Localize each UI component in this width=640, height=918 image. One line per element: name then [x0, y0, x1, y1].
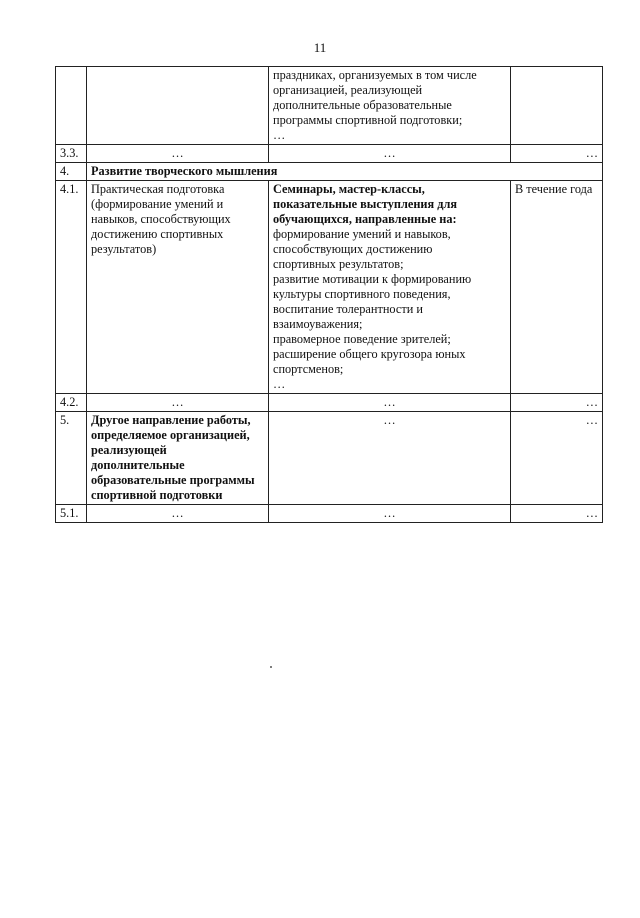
- cell-num: 4.1.: [56, 181, 87, 394]
- text-line: способствующих достижению: [273, 242, 433, 256]
- cell-activity: [269, 181, 511, 394]
- cell-num: 5.1.: [56, 505, 87, 523]
- text-line: результатов): [91, 242, 157, 256]
- table-row: [56, 163, 603, 181]
- cell-num: 3.3.: [56, 145, 87, 163]
- text-line: определяемое организацией,: [91, 428, 250, 442]
- text-line: …: [273, 377, 286, 391]
- cell-content: …: [87, 505, 269, 523]
- cell-content: [87, 412, 269, 505]
- cell-timing: …: [511, 145, 603, 163]
- table-row: [56, 505, 603, 523]
- text-line: образовательные программы: [91, 473, 255, 487]
- cell-activity: …: [269, 412, 511, 505]
- text-line: показательные выступления для: [273, 197, 458, 211]
- page-number: 11: [313, 40, 327, 55]
- text-line: формирование умений и навыков,: [273, 227, 451, 241]
- table-row: [56, 145, 603, 163]
- text-line: Другое направление работы,: [91, 413, 251, 427]
- text-line: (формирование умений и: [91, 197, 224, 211]
- text-line: праздниках, организуемых в том числе: [273, 68, 477, 82]
- table-row: [56, 394, 603, 412]
- text-line: обучающихся, направленные на:: [273, 212, 457, 226]
- cell-activity: …: [269, 505, 511, 523]
- text-line: расширение общего кругозора юных: [273, 347, 466, 361]
- text-line: …: [273, 128, 286, 142]
- cell-activity: [269, 67, 511, 145]
- text-line: культуры спортивного поведения,: [273, 287, 451, 301]
- cell-content: [87, 181, 269, 394]
- cell-num: 5.: [56, 412, 87, 505]
- table-row: [56, 181, 603, 394]
- text-line: воспитание толерантности и: [273, 302, 423, 316]
- text-line: дополнительные: [91, 458, 185, 472]
- text-line: Практическая подготовка: [91, 182, 225, 196]
- cell-num: [56, 67, 87, 145]
- text-line: спортивных результатов;: [273, 257, 404, 271]
- text-line: достижению спортивных: [91, 227, 224, 241]
- text-line: развитие мотивации к формированию: [273, 272, 472, 286]
- scan-speck: [270, 666, 272, 668]
- text-line: правомерное поведение зрителей;: [273, 332, 451, 346]
- cell-num: 4.2.: [56, 394, 87, 412]
- cell-content: …: [87, 394, 269, 412]
- table-row: [56, 412, 603, 505]
- cell-timing: В течение года: [511, 181, 603, 394]
- cell-content: [87, 67, 269, 145]
- cell-timing: …: [511, 412, 603, 505]
- text-line: навыков, способствующих: [91, 212, 231, 226]
- text-line: дополнительные образовательные: [273, 98, 452, 112]
- text-line: спортивной подготовки: [91, 488, 223, 502]
- cell-timing: …: [511, 505, 603, 523]
- cell-content: …: [87, 145, 269, 163]
- text-line: спортсменов;: [273, 362, 344, 376]
- text-line: реализующей: [91, 443, 167, 457]
- cell-timing: …: [511, 394, 603, 412]
- cell-activity: …: [269, 394, 511, 412]
- text-line: взаимоуважения;: [273, 317, 363, 331]
- text-line: программы спортивной подготовки;: [273, 113, 463, 127]
- table-row: [56, 67, 603, 145]
- cell-activity: …: [269, 145, 511, 163]
- activity-table: [55, 66, 603, 523]
- text-line: организацией, реализующей: [273, 83, 423, 97]
- cell-num: 4.: [56, 163, 87, 181]
- cell-timing: [511, 67, 603, 145]
- section-heading: Развитие творческого мышления: [87, 163, 603, 181]
- text-line: Семинары, мастер-классы,: [273, 182, 425, 196]
